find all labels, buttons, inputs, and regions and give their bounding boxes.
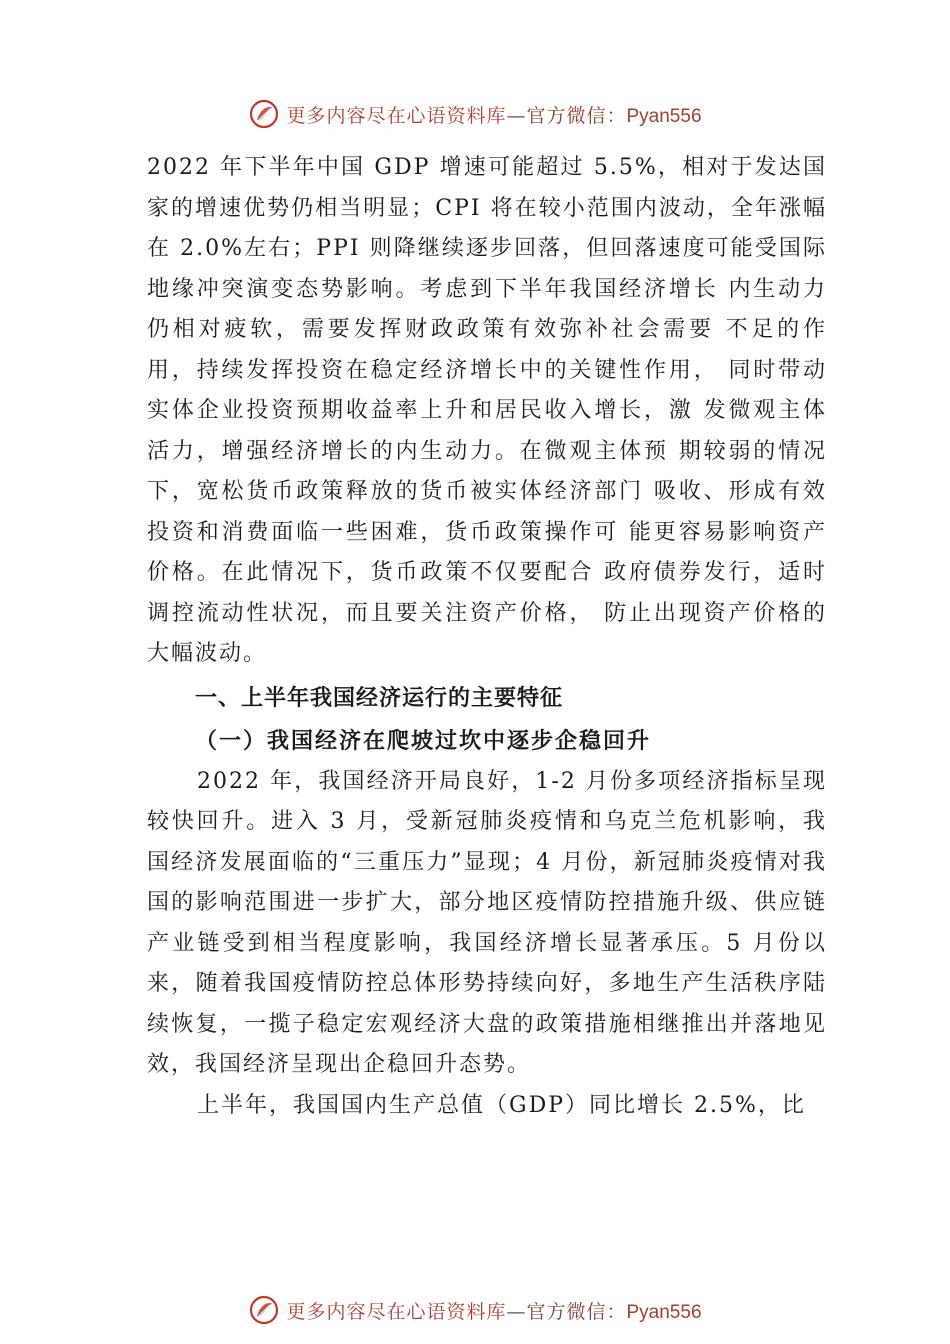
watermark-separator: — — [506, 104, 527, 127]
watermark-wechat-id: Pyan556 — [626, 105, 702, 127]
paragraph-3: 上半年，我国国内生产总值（GDP）同比增长 2.5%，比 — [197, 1092, 806, 1118]
watermark-wechat-label: 官方微信： — [526, 1300, 627, 1323]
watermark-title: 更多内容尽在心语资料库 — [286, 1300, 507, 1323]
paragraph-1: 2022 年下半年中国 GDP 增速可能超过 5.5%，相对于发达国家的增速优势仍相当明显；CPI 将在较小范围内波动，全年涨幅在 2.0%左右；PPI 则降继续逐步回落，但回落速度可能受国际地缘冲突演变态势影响。考虑到下半年我国经济增长 内生动力仍相对疲软，需要发挥财政政策有效弥补社会需要 不足的作用，持续发挥投资在稳定经济增长中的关键性作用， 同时带动实体企业投资预期收益率上升和居民收入增长，激 发微观主体活力，增强经济增长的内生动力。在微观主体预 期较弱的情况下，宽松货币政策释放的货币被实体经济部门 吸收、形成有效投资和消费面临一些困难，货币政策操作可 能更容易影响资产价格。在此情况下，货币政策不仅要配合 政府债券发行，适时调控流动性状况，而且要关注资产价格， 防止出现资产价格的大幅波动。 — [147, 155, 827, 666]
watermark-banner-bottom — [0, 1290, 950, 1330]
watermark-text — [286, 1297, 701, 1324]
document-body — [147, 148, 827, 1126]
watermark-separator: — — [506, 1300, 527, 1323]
watermark-title: 更多内容尽在心语资料库 — [286, 104, 507, 127]
watermark-wechat-label: 官方微信： — [526, 104, 627, 127]
watermark-text — [286, 101, 701, 128]
watermark-wechat-id: Pyan556 — [626, 1301, 702, 1323]
subsection-heading: （一）我国经济在爬坡过坎中逐步企稳回升 — [195, 728, 652, 754]
watermark-content — [248, 1294, 701, 1326]
paragraph-2: 2022 年，我国经济开局良好，1-2 月份多项经济指标呈现较快回升。进入 3 月，受新冠肺炎疫情和乌克兰危机影响，我国经济发展面临的“三重压力”显现；4 月份，新冠肺炎疫情对我国的影响范围进一步扩大，部分地区疫情防控措施升级、供应链产业链受到相当程度影响，我国经济增长显著承压。5 月份以来，随着我国疫情防控总体形势持续向好，多地生产生活秩序陆续恢复，一揽子稳定宏观经济大盘的政策措施相继推出并落地见效，我国经济呈现出企稳回升态势。 — [147, 768, 827, 1077]
section-heading: 一、上半年我国经济运行的主要特征 — [195, 685, 564, 711]
logo-icon — [248, 98, 280, 130]
logo-icon — [248, 1294, 280, 1326]
watermark-banner-top — [0, 94, 950, 134]
watermark-content — [248, 98, 701, 130]
